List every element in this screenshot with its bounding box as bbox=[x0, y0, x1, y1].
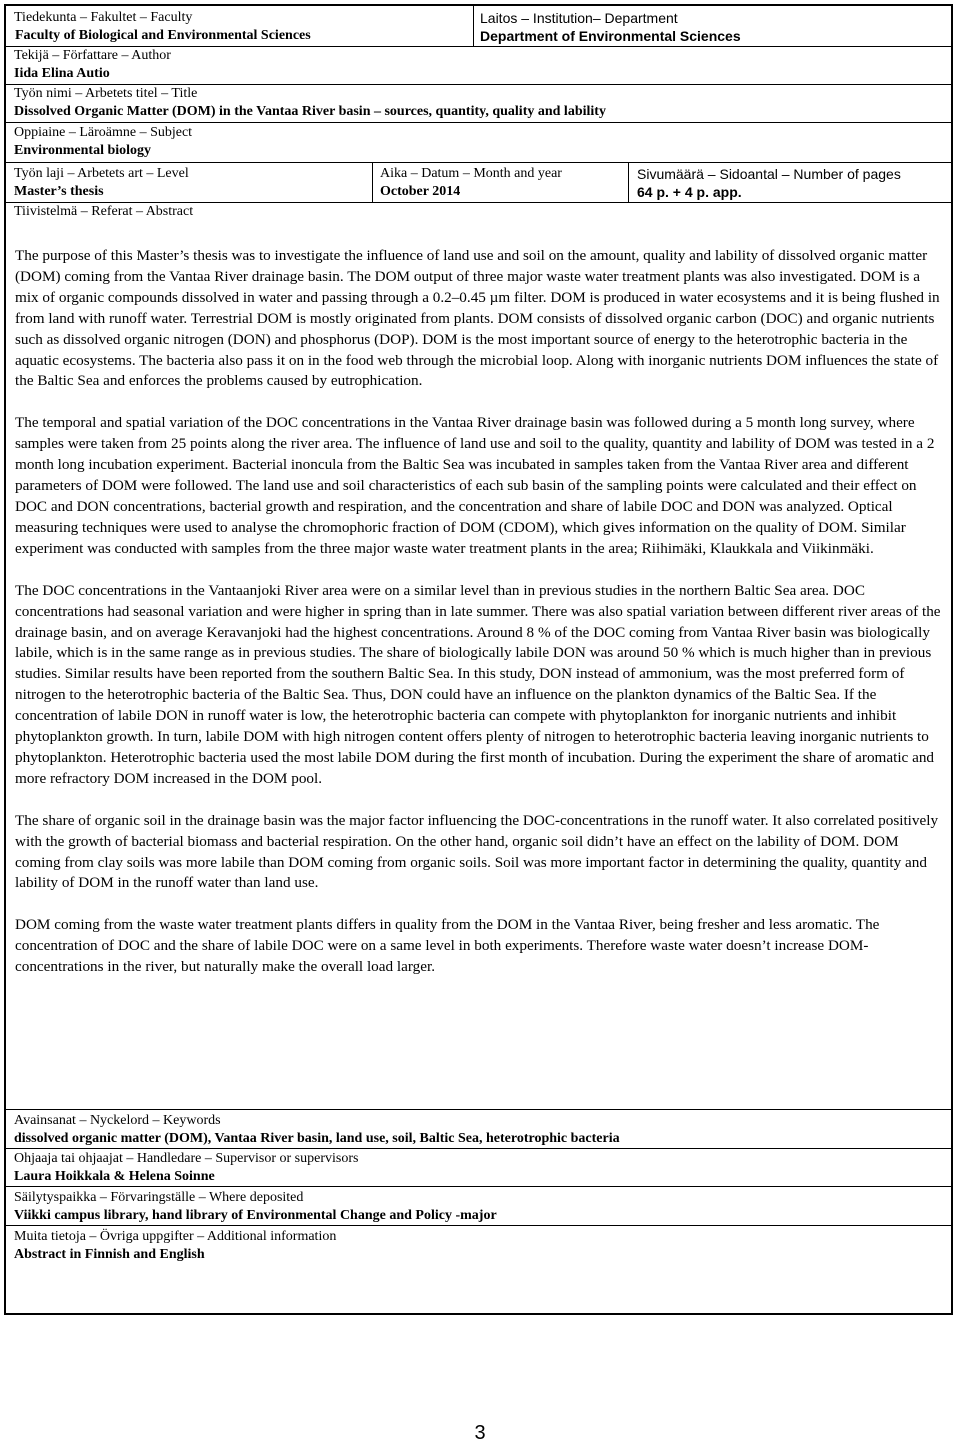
additional-info-block bbox=[6, 1226, 951, 1266]
date-cell bbox=[372, 162, 629, 202]
faculty-cell bbox=[6, 6, 474, 46]
abstract-paragraph: DOM coming from the waste water treatment plants differs in quality from the DOM in the Vantaa River, being fresher and less aromatic. The concentration of DOC and the share of labile DOC were on a same level in both experiments. Therefore waste water doesn’t increase DOM-concentrations in the river, but naturally make the overall load larger. bbox=[15, 916, 880, 976]
deposited-label: Säilytyspaikka – Förvaringställe – Where deposited bbox=[14, 1190, 304, 1205]
pages-value: 64 p. + 4 p. app. bbox=[637, 184, 742, 200]
author-row bbox=[6, 46, 951, 85]
level-cell bbox=[6, 162, 373, 202]
faculty-department-row bbox=[6, 6, 951, 47]
department-value: Department of Environmental Sciences bbox=[480, 28, 741, 44]
subject-row bbox=[6, 122, 951, 163]
keywords-block bbox=[6, 1109, 951, 1149]
keywords-value: dissolved organic matter (DOM), Vantaa River basin, land use, soil, Baltic Sea, heterotrophic bacteria bbox=[14, 1131, 620, 1146]
title-value: Dissolved Organic Matter (DOM) in the Vantaa River basin – sources, quantity, quality and lability bbox=[14, 104, 606, 119]
abstract-paragraph: The purpose of this Master’s thesis was to investigate the influence of land use and soil on the amount, quality and lability of dissolved organic matter (DOM) coming from the Vantaa River drainage basin. The DOM output of three major waste water treatment plants was also investigated. DOM is a mix of organic compounds dissolved in water and passing through a 0.2–0.45 µm filter. DOM is produced in water ecosystems and it is being flushed in from land with runoff water. Terrestrial DOM is mostly originated from plants. DOM consists of dissolved organic carbon (DOC) and organic nutrients such as dissolved organic nitrogen (DON) and phosphorus (DOP). DOM is the most important source of energy to the heterotrophic bacteria in the aquatic ecosystems. The bacteria also pass it on in the food web through the microbial loop. Along with inorganic nutrients DOM influences the state of the Baltic Sea and enforces the problems caused by eutrophication. bbox=[15, 247, 940, 390]
pages-label: Sivumäärä – Sidoantal – Number of pages bbox=[637, 166, 901, 182]
date-value: October 2014 bbox=[380, 184, 461, 199]
pages-cell bbox=[628, 162, 951, 202]
department-label: Laitos – Institution– Department bbox=[480, 10, 678, 26]
faculty-value: Faculty of Biological and Environmental Sciences bbox=[15, 28, 311, 43]
date-label: Aika – Datum – Month and year bbox=[380, 166, 562, 181]
abstract-label: Tiivistelmä – Referat – Abstract bbox=[14, 204, 194, 219]
abstract-paragraph: The DOC concentrations in the Vantaanjoki River area were on a similar level than in previous studies in the northern Baltic Sea area. DOC concentrations had seasonal variation and were higher in spring than in late summer. There was also spatial variation between different river areas of the drainage basin, and on average Keravanjoki had the highest concentrations. Around 8 % of the DOC coming from Vantaa River basin was biologically labile, which is in the same range as in previous studies. The share of biologically labile DON was around 50 % which is much higher than in previous studies. Similar results have been reported from the southern Baltic Sea. In this study, DON instead of ammonium, was the most preferred form of nitrogen to the heterotrophic bacteria of the Baltic Sea. Thus, DON could have an influence on the plankton dynamics of the Baltic Sea. If the concentration of labile DON in runoff water is low, the heterotrophic bacteria can compete with phytoplankton for inorganic nutrients and inhibit phytoplankton growth. In turn, labile DOM with high nitrogen content offers plenty of nitrogen to heterotrophic bacteria leaving inorganic nutrients to phytoplankton. Heterotrophic bacteria used the most labile DOM during the first month of incubation. During the experiment the share of aromatic and more refractory DOM increased in the DOM pool. bbox=[15, 581, 941, 787]
deposited-block bbox=[6, 1187, 951, 1226]
subject-label: Oppiaine – Läroämne – Subject bbox=[14, 125, 193, 140]
page-number: 3 bbox=[474, 1422, 486, 1444]
supervisor-label: Ohjaaja tai ohjaajat – Handledare – Supervisor or supervisors bbox=[14, 1151, 359, 1166]
author-label: Tekijä – Författare – Author bbox=[14, 48, 171, 63]
abstract-paragraph: The share of organic soil in the drainage basin was the major factor influencing the DOC-concentrations in the runoff water. It also correlated positively with the growth of bacterial biomass and bacterial respiration. On the other hand, organic soil didn’t have an effect on the lability of DOM. DOM coming from clay soils was more labile than DOM coming from organic soils. Soil was more important factor in determining the quality, quantity and lability of DOM in the runoff water than land use. bbox=[15, 811, 939, 892]
level-label: Työn laji – Arbetets art – Level bbox=[14, 166, 189, 181]
faculty-label: Tiedekunta – Fakultet – Faculty bbox=[14, 10, 193, 25]
author-value: Iida Elina Autio bbox=[14, 66, 110, 81]
level-date-pages-row bbox=[6, 162, 951, 203]
subject-value: Environmental biology bbox=[14, 143, 152, 158]
keywords-label: Avainsanat – Nyckelord – Keywords bbox=[14, 1113, 221, 1128]
additional-info-value: Abstract in Finnish and English bbox=[14, 1247, 205, 1262]
title-label: Työn nimi – Arbetets titel – Title bbox=[14, 86, 198, 101]
abstract-body bbox=[15, 246, 945, 999]
form-frame bbox=[4, 4, 953, 1315]
abstract-paragraph: The temporal and spatial variation of the DOC concentrations in the Vantaa River drainage basin was followed during a 5 month long survey, where samples were taken from 25 points along the river area. The influence of land use and soil to the quality, quantity and lability of DOM was tested in a 2 month long incubation experiment. Bacterial inoncula from the Baltic Sea was incubated in samples taken from the Vantaa River area and different parameters of DOM were followed. The land use and soil characteristics of each sub basin of the sampling points were calculated and their effect on DOC and DON concentrations, bacterial growth and respiration, and the concentration and share of labile DOC and DON was analyzed. Optical measuring techniques were used to analyse the chromophoric fraction of DOM (CDOM), which gives information on the quality of DOM. Similar experiment was conducted with samples from the three major waste water treatment plants in the area; Riihimäki, Klaukkala and Viikinmäki. bbox=[15, 414, 935, 557]
supervisor-block bbox=[6, 1148, 951, 1187]
title-row bbox=[6, 84, 951, 123]
department-cell bbox=[473, 6, 951, 46]
supervisor-value: Laura Hoikkala & Helena Soinne bbox=[14, 1169, 215, 1184]
level-value: Master’s thesis bbox=[14, 184, 104, 199]
additional-info-label: Muita tietoja – Övriga uppgifter – Additional information bbox=[14, 1229, 337, 1244]
deposited-value: Viikki campus library, hand library of Environmental Change and Policy -major bbox=[14, 1208, 497, 1223]
